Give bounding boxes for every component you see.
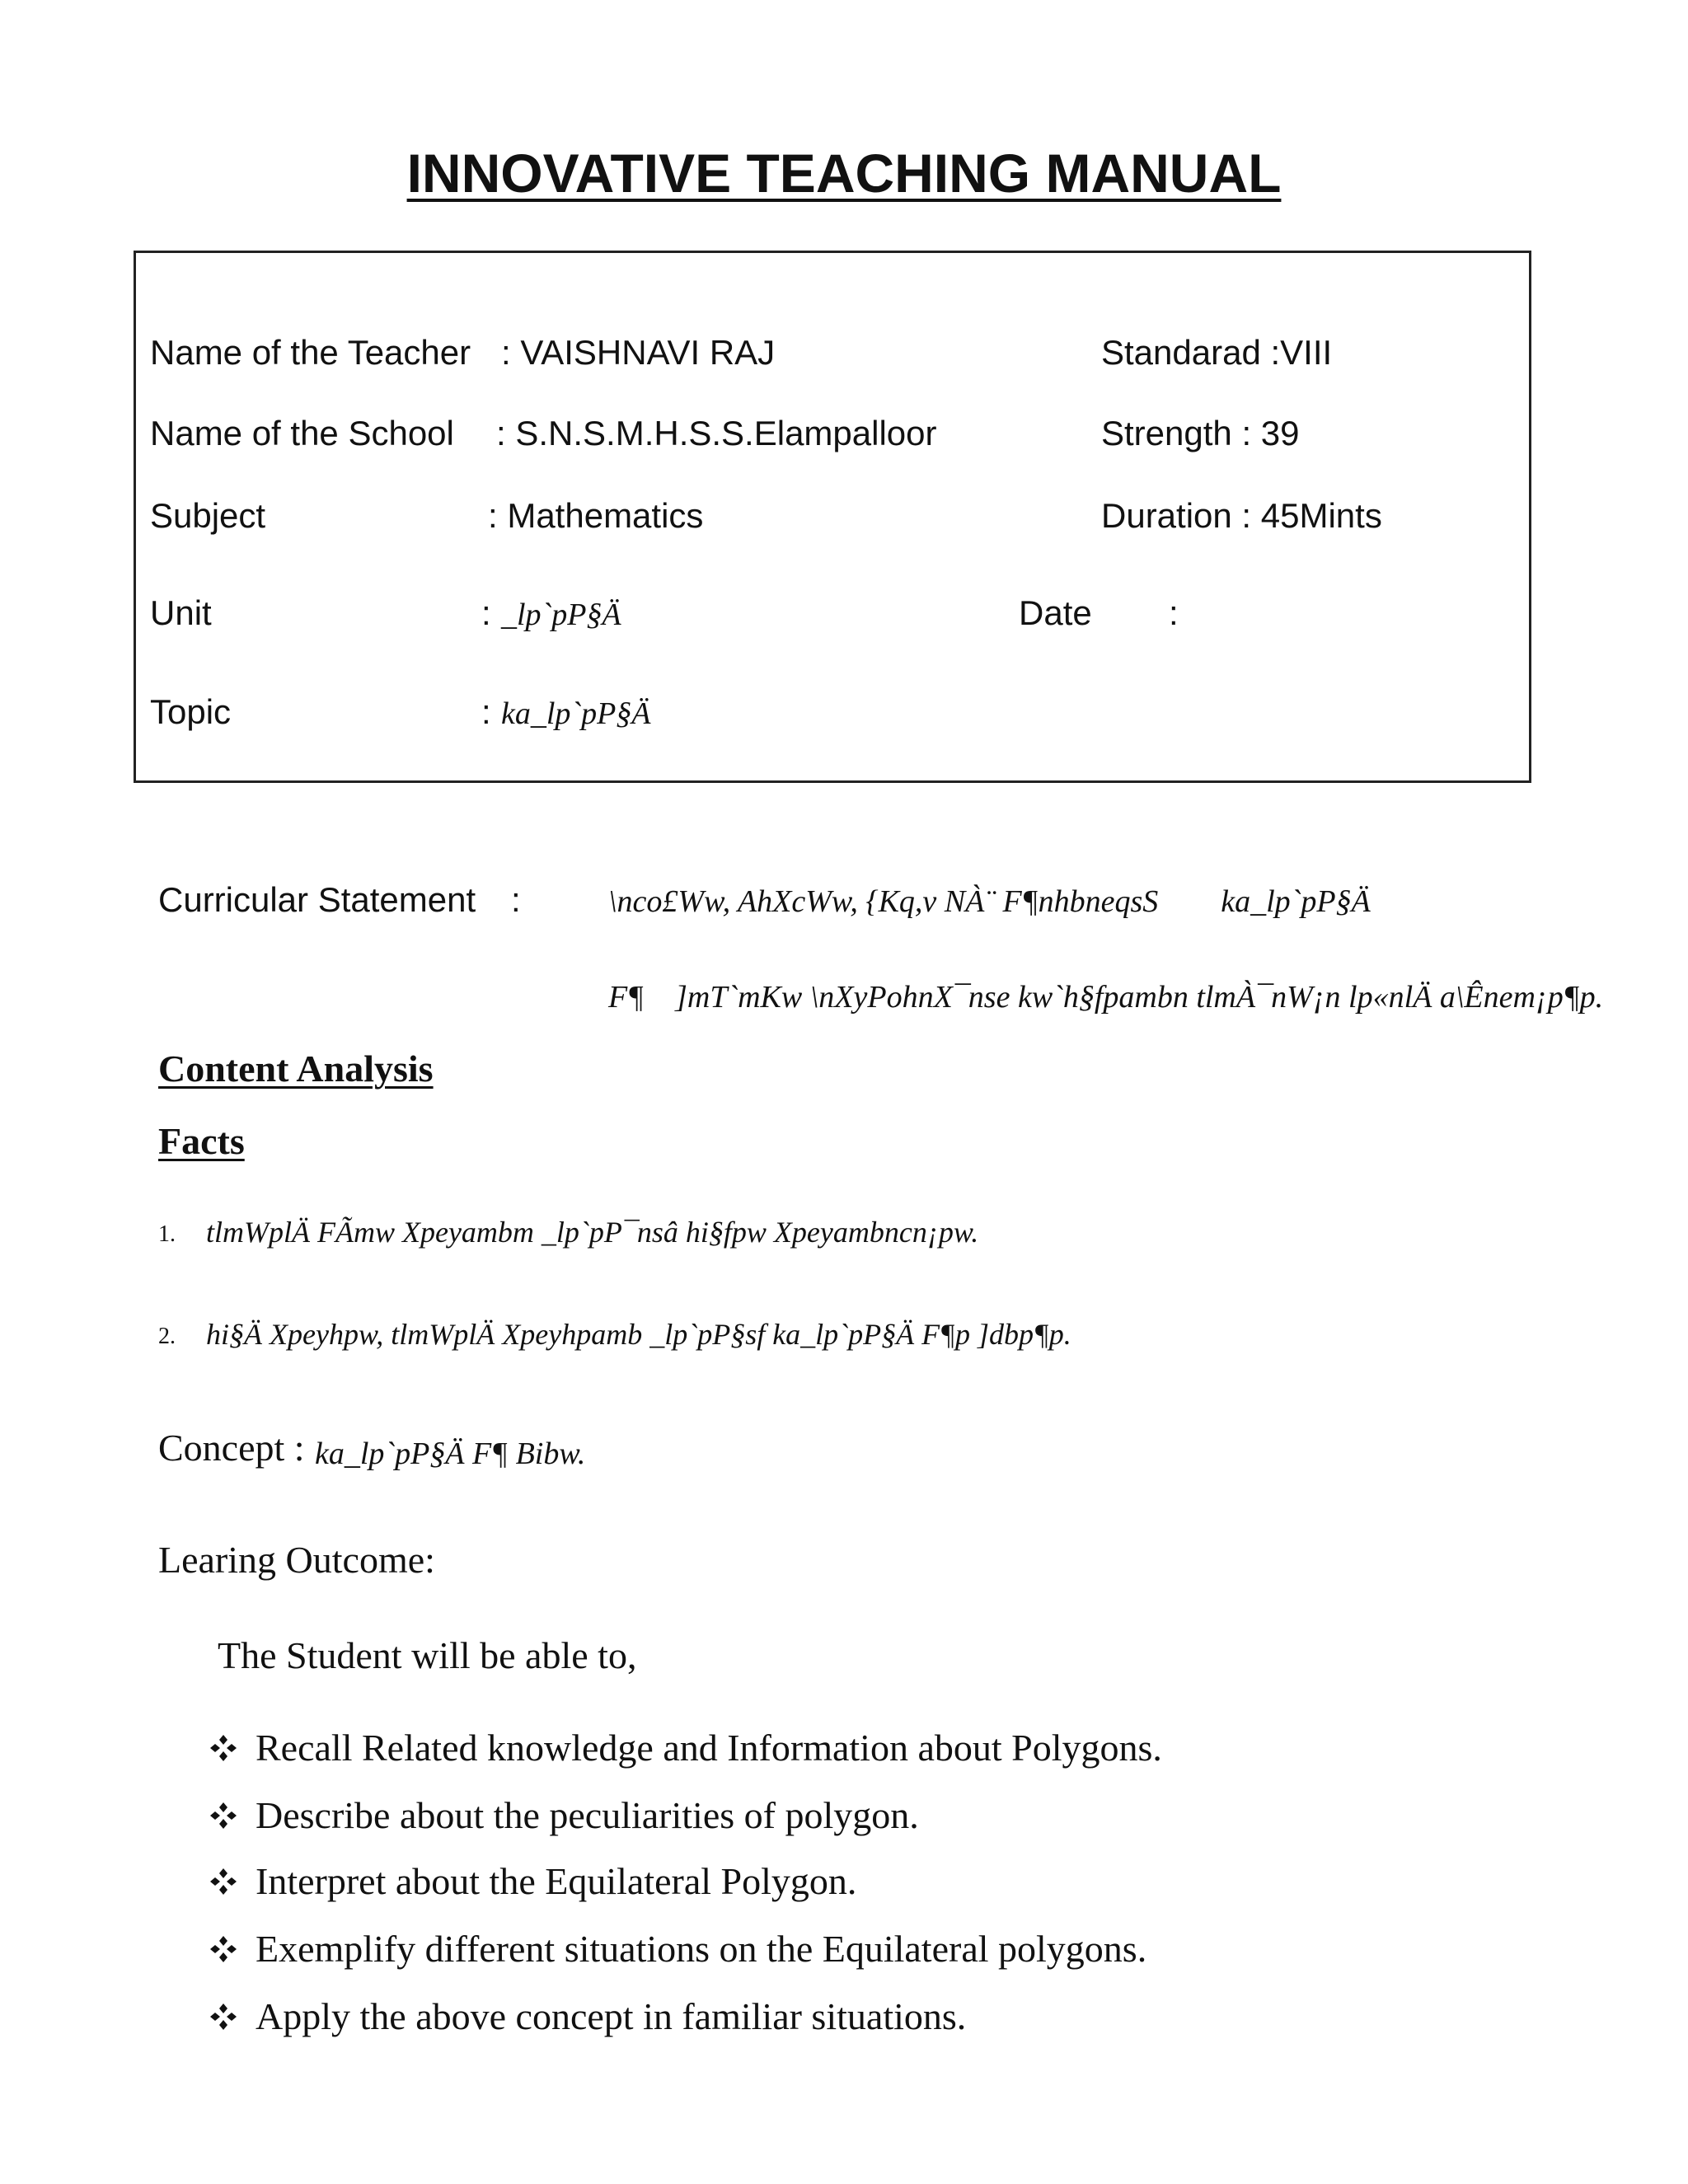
four-diamond-bullet-icon bbox=[209, 2003, 237, 2031]
outcome-text: Exemplify different situations on the Equilateral polygons. bbox=[256, 1928, 1147, 1970]
facts-heading: Facts bbox=[158, 1120, 245, 1162]
date-label: Date bbox=[1019, 593, 1092, 632]
teacher-label: Name of the Teacher bbox=[150, 333, 471, 372]
outcome-text: Describe about the peculiarities of polygon. bbox=[256, 1794, 919, 1836]
unit-value: _lp`pP§Ä bbox=[501, 598, 621, 632]
outcome-item bbox=[209, 1793, 919, 1837]
learning-outcome-heading: Learing Outcome: bbox=[158, 1539, 435, 1581]
strength-value: Strength : 39 bbox=[1101, 414, 1300, 452]
four-diamond-bullet-icon bbox=[209, 1802, 237, 1830]
subject-label: Subject bbox=[150, 496, 266, 535]
unit-label: Unit bbox=[150, 593, 212, 632]
outcome-text: Interpret about the Equilateral Polygon. bbox=[256, 1860, 857, 1902]
concept-label: Concept : bbox=[158, 1427, 305, 1469]
curricular-label: Curricular Statement bbox=[158, 880, 476, 919]
curricular-line-1: \nco£Ww, AhXcWw, {Kq,v NÀ¨ F¶nhbneqsS ka_lp`pP§Ä bbox=[608, 884, 1371, 919]
outcome-item bbox=[209, 1994, 966, 2038]
subject-value: : Mathematics bbox=[488, 496, 704, 535]
topic-label: Topic bbox=[150, 692, 232, 731]
topic-colon: : bbox=[481, 692, 491, 731]
outcome-item bbox=[209, 1859, 856, 1903]
page-title: INNOVATIVE TEACHING MANUAL bbox=[406, 143, 1282, 204]
school-value: : S.N.S.M.H.S.S.Elampalloor bbox=[496, 414, 937, 452]
topic-value: ka_lp`pP§Ä bbox=[501, 696, 651, 731]
four-diamond-bullet-icon bbox=[209, 1868, 237, 1896]
outcome-text: Recall Related knowledge and Information about Polygons. bbox=[256, 1727, 1162, 1769]
curricular-line-2: F¶ ]mT`mKw \nXyPohnX¯nse kw`h§fpambn tlmÀ¯nW¡n lp«nlÄ a\Ênem¡p¶p. bbox=[608, 980, 1604, 1015]
teacher-value: : VAISHNAVI RAJ bbox=[501, 333, 776, 372]
fact-text: tlmWplÄ FÃmw Xpeyambm _lp`pP¯nsâ hi§fpw Xpeyambncn¡pw. bbox=[206, 1216, 979, 1249]
four-diamond-bullet-icon bbox=[209, 1734, 237, 1762]
four-diamond-bullet-icon bbox=[209, 1935, 237, 1963]
curricular-colon: : bbox=[511, 880, 521, 919]
outcome-item bbox=[209, 1927, 1146, 1971]
standard-value: Standarad :VIII bbox=[1101, 333, 1333, 372]
fact-text: hi§Ä Xpeyhpw, tlmWplÄ Xpeyhpamb _lp`pP§sf ka_lp`pP§Ä F¶p ]dbp¶p. bbox=[206, 1318, 1071, 1351]
outcome-text: Apply the above concept in familiar situations. bbox=[256, 1995, 967, 2037]
outcome-item bbox=[209, 1726, 1162, 1769]
date-colon: : bbox=[1169, 593, 1179, 632]
school-label: Name of the School bbox=[150, 414, 454, 452]
duration-value: Duration : 45Mints bbox=[1101, 496, 1382, 535]
content-analysis-heading: Content Analysis bbox=[158, 1047, 434, 1090]
unit-colon: : bbox=[481, 593, 491, 632]
fact-number: 2. bbox=[158, 1324, 176, 1349]
fact-number: 1. bbox=[158, 1221, 176, 1247]
concept-value: ka_lp`pP§Ä F¶ Bibw. bbox=[315, 1436, 586, 1471]
learning-intro: The Student will be able to, bbox=[218, 1634, 637, 1676]
